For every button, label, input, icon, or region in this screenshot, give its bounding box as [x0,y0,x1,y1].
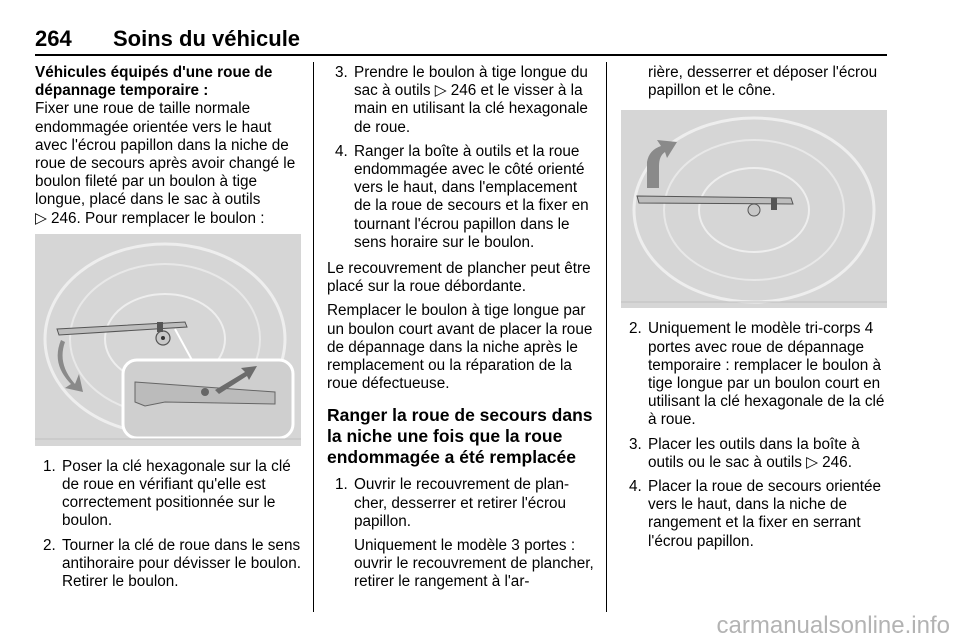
step-number: 1. [335,476,348,494]
page-number: 264 [35,26,72,51]
step-number: 3. [335,64,348,81]
step-text: Ouvrir le recouvrement de plancher, desserrer et retirer l'écrou papillon. [354,476,570,530]
bolt-replace-note: Remplacer le boulon à tige longue par un boulon court avant de placer la roue de dépannage dans la niche après le remplacement ou la réparation de la roue défectueuse. [327,302,593,393]
column-1 [35,64,301,591]
list-item [35,537,301,592]
wheel-niche-drawing [35,234,301,446]
column-divider-2 [606,62,607,612]
chapter-title: Soins du véhicule [113,26,301,51]
continued-text: rière, desserrer et déposer l'écrou papillon et le cône. [648,64,878,100]
step-subtext: Uniquement le modèle 3 portes : ouvrir le recouvrement de plancher, retirer le rangement à l'ar- [354,537,594,591]
column-divider-1 [313,62,314,612]
intro-heading: Véhicules équipés d'une roue de dépannage temporaire : [35,64,273,100]
step-text: Prendre le boulon à tige longue du sac à outils ▷ 246 et le visser à la main en utilisant la clé hexagonale de roue. [354,64,588,136]
list-item [327,143,594,252]
bolt-removal-steps [35,458,301,591]
stow-steps-continued [621,320,887,550]
step-text: Placer la roue de secours orientée vers le haut, dans la niche de rangement et la fixer en serrant l'écrou papillon. [648,478,881,550]
step-text: Tourner la clé de roue dans le sens antihoraire pour dévisser le boulon. Retirer le boulon. [62,536,301,591]
list-item [621,436,887,472]
list-item [621,320,887,429]
floor-cover-note: Le recouvrement de plancher peut être placé sur la roue débordante. [327,260,591,296]
column-2 [327,64,594,592]
step-number: 2. [629,320,642,338]
column-3 [621,64,887,551]
list-item [621,478,887,551]
step-text: Uniquement le modèle tri-corps 4 portes avec roue de dépannage temporaire : remplacer le boulon à tige longue par un boulon court en utilisant la clé hexagonale de la clé à roue. [648,320,885,429]
step-number: 4. [629,478,642,496]
step-text: Ranger la boîte à outils et la roue endommagée avec le côté orienté vers le haut, dans l'emplacement de la roue de secours et la fixer en tournant l'écrou papillon dans le sens horaire sur le boulon. [354,142,589,251]
stow-steps [327,476,594,591]
page-header [35,26,887,54]
list-item [327,476,594,591]
intro-body: Fixer une roue de taille normale endommagée orientée vers le haut avec l'écrou papillon dans la niche de roue de secours après avoir changé le boulon fileté par un boulon à tige longue, placé dans le sac à outils [35,100,296,209]
list-item [327,64,594,137]
floor-cover-illustration [621,110,887,308]
step-number: 2. [43,536,56,554]
intro-page-ref: ▷ 246. Pour remplacer le boulon : [35,209,265,227]
step-number: 4. [335,142,348,160]
intro-text [35,100,301,227]
list-item [35,458,301,531]
watermark: carmanualsonline.info [716,612,950,639]
step-text: Poser la clé hexagonale sur la clé de roue en vérifiant qu'elle est correctement positionnée sur le boulon. [62,457,291,530]
section-heading: Ranger la roue de secours dans la niche une fois que la roue endommagée a été remplacée [327,405,593,468]
step-text: Placer les outils dans la boîte à outils ou le sac à outils ▷ 246. [648,435,860,471]
step-number: 1. [43,457,56,475]
spare-wheel-bolt-illustration [35,234,301,446]
bolt-install-steps [327,64,594,252]
header-divider [35,54,887,56]
step-number: 3. [629,435,642,453]
floor-cover-drawing [621,110,887,308]
